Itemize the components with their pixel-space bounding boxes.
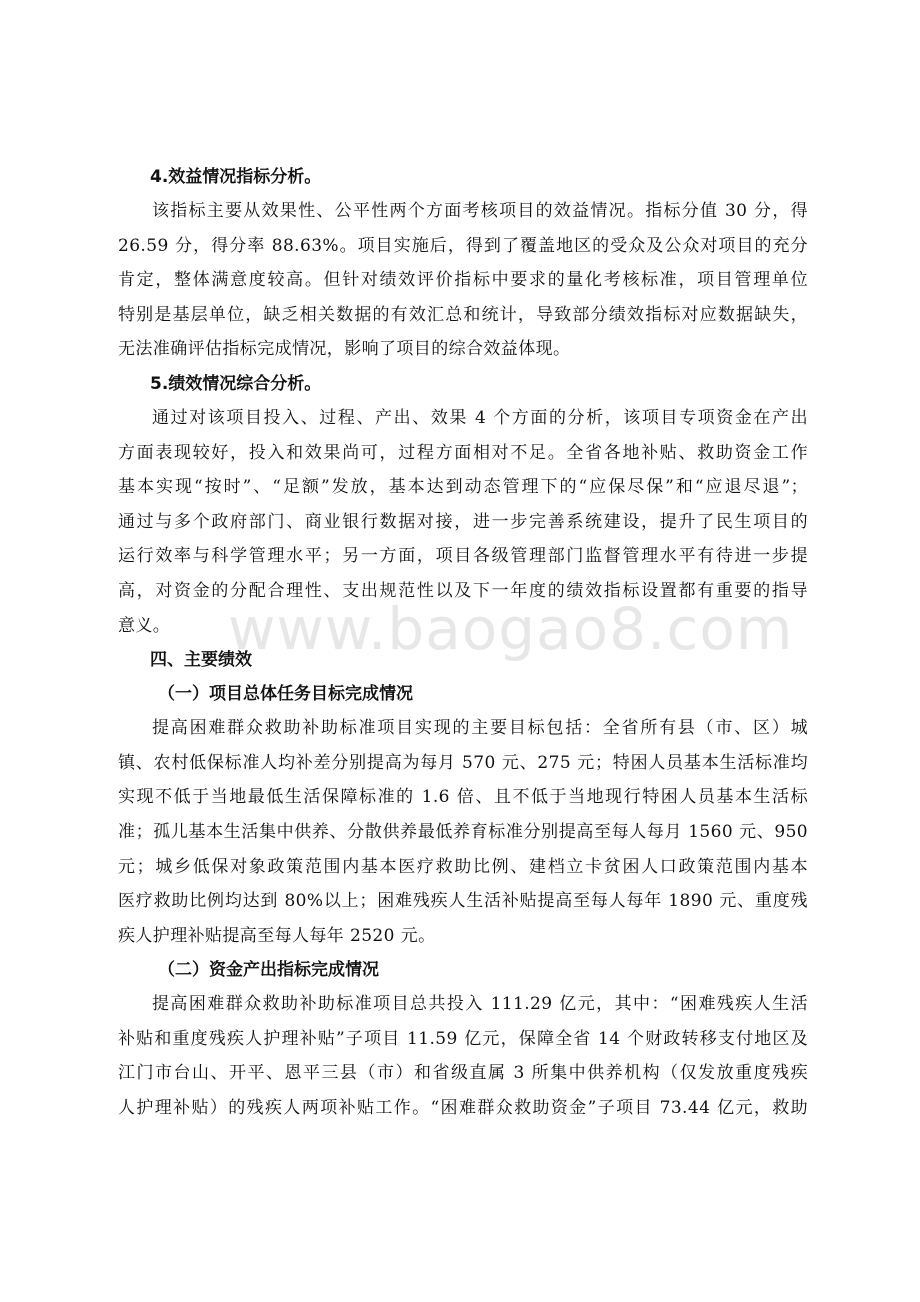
text-line: 医疗救助比例均达到 80%以上；困难残疾人生活补贴提高至每人每年 1890 元、重度残 xyxy=(118,891,808,912)
text-line: 元；城乡低保对象政策范围内基本医疗救助比例、建档立卡贫困人口政策范围内基本 xyxy=(118,856,808,877)
document-body xyxy=(118,160,808,1126)
text-line: 26.59 分，得分率 88.63%。项目实施后，得到了覆盖地区的受众及公众对项目的充分 xyxy=(118,235,808,256)
paragraph-benefit-analysis xyxy=(118,194,808,367)
chapter-heading-main-performance: 四、主要绩效 xyxy=(150,650,252,671)
watermark: www.baogao8.com xyxy=(228,595,794,663)
text-line: 准；孤儿基本生活集中供养、分散供养最低养育标准分别提高至每人每月 1560 元、950 xyxy=(118,821,808,842)
subsection-heading-fund-output: （二）资金产出指标完成情况 xyxy=(158,960,379,981)
text-line: 运行效率与科学管理水平；另一方面，项目各级管理部门监督管理水平有待进一步提 xyxy=(118,546,808,567)
section-heading-overall-analysis: 5.绩效情况综合分析。 xyxy=(150,373,322,394)
text-line: 基本实现“按时”、“足额”发放，基本达到动态管理下的“应保尽保”和“应退尽退”； xyxy=(118,477,808,498)
text-line: 补贴和重度残疾人护理补贴”子项目 11.59 亿元，保障全省 14 个财政转移支付地区及 xyxy=(118,1028,808,1049)
text-line: 提高困难群众救助补助标准项目总共投入 111.29 亿元，其中：“困难残疾人生活 xyxy=(152,994,808,1015)
text-line: 通过与多个政府部门、商业银行数据对接，进一步完善系统建设，提升了民生项目的 xyxy=(118,511,808,532)
section-heading-benefit-analysis: 4.效益情况指标分析。 xyxy=(150,167,322,187)
text-line: 疾人护理补贴提高至每人每年 2520 元。 xyxy=(118,925,436,946)
text-line: 镇、农村低保标准人均补差分别提高为每月 570 元、275 元；特困人员基本生活标准均 xyxy=(118,752,808,773)
paragraph-task-goals xyxy=(118,711,808,953)
subsection-heading-task-goals: （一）项目总体任务目标完成情况 xyxy=(158,684,413,705)
text-line: 通过对该项目投入、过程、产出、效果 4 个方面的分析，该项目专项资金在产出 xyxy=(152,407,808,428)
text-line: 实现不低于当地最低生活保障标准的 1.6 倍、且不低于当地现行特困人员基本生活标 xyxy=(118,787,808,808)
text-line: 方面表现较好，投入和效果尚可，过程方面相对不足。全省各地补贴、救助资金工作 xyxy=(118,442,808,463)
text-line: 该指标主要从效果性、公平性两个方面考核项目的效益情况。指标分值 30 分，得 xyxy=(152,201,808,221)
text-line: 肯定，整体满意度较高。但针对绩效评价指标中要求的量化考核标准，项目管理单位 xyxy=(118,270,808,291)
text-line: 高，对资金的分配合理性、支出规范性以及下一年度的绩效指标设置都有重要的指导 xyxy=(118,580,808,601)
text-line: 江门市台山、开平、恩平三县（市）和省级直属 3 所集中供养机构（仅发放重度残疾 xyxy=(118,1063,808,1084)
text-line: 意义。 xyxy=(118,615,171,636)
paragraph-fund-output xyxy=(118,987,808,1125)
text-line: 人护理补贴）的残疾人两项补贴工作。“困难群众救助资金”子项目 73.44 亿元，救助 xyxy=(118,1098,808,1119)
text-line: 特别是基层单位，缺乏相关数据的有效汇总和统计，导致部分绩效指标对应数据缺失， xyxy=(118,304,808,325)
text-line: 无法准确评估指标完成情况，影响了项目的综合效益体现。 xyxy=(118,339,571,360)
text-line: 提高困难群众救助补助标准项目实现的主要目标包括：全省所有县（市、区）城 xyxy=(152,718,808,739)
paragraph-overall-analysis xyxy=(118,401,808,643)
